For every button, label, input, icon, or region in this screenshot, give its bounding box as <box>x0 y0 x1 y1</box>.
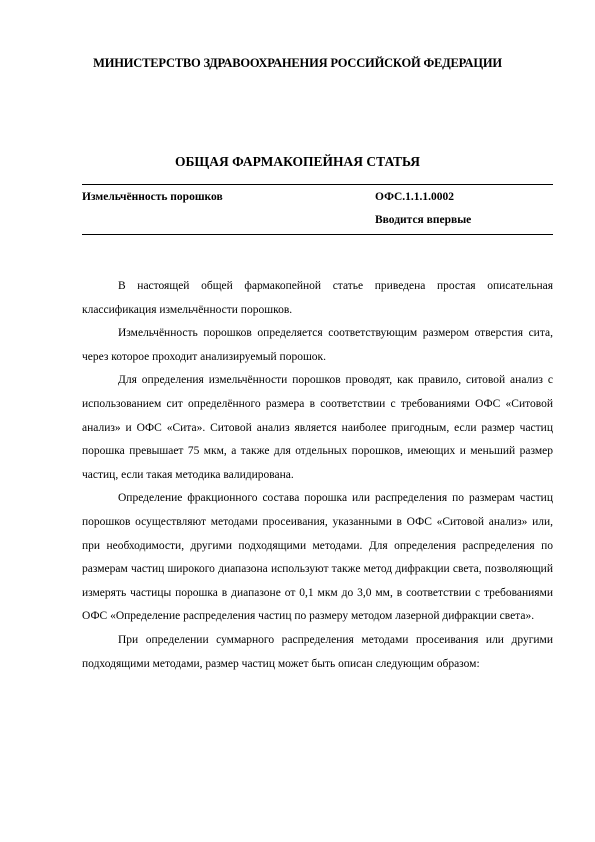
paragraph-5: При определении суммарного распределения методами просеивания или другими подходящими методами, размер частиц может быть описан следующим образом: <box>82 633 553 670</box>
paragraph-4: Определение фракционного состава порошка или распределения по размерам частиц порошков осуществляют методами просеивания, указанными в ОФС «Ситовой анализ» или, при необходимости, другими подходящими методами. Для определения распределения по размерам частиц широкого диапазона используют также метод дифракции света, позволяющий измерять частицы порошка в диапазоне от 0,1 мкм до 3,0 мм, в соответствии с требованиями ОФС «Определение распределения частиц по размеру методом лазерной дифракции света». <box>82 492 553 623</box>
article-subject: Измельчённость порошков <box>82 191 223 203</box>
article-body <box>82 275 553 676</box>
ministry-header: МИНИСТЕРСТВО ЗДРАВООХРАНЕНИЯ РОССИЙСКОЙ ФЕДЕРАЦИИ <box>93 56 502 70</box>
paragraph-3: Для определения измельчённости порошков проводят, как правило, ситовой анализ с использованием сит определённого размера в соответствии с требованиями ОФС «Ситовой анализ» и ОФС «Сита». Ситовой анализ является наиболее пригодным, если размер частиц порошка превышает 75 мкм, а также для отдельных порошков, имеющих и меньший размер частиц, если такая методика валидирована. <box>82 374 553 481</box>
paragraph-2: Измельчённость порошков определяется соответствующим размером отверстия сита, через которое проходит анализируемый порошок. <box>82 327 553 363</box>
article-code: ОФС.1.1.1.0002 <box>375 191 455 203</box>
article-status: Вводится впервые <box>375 214 472 226</box>
bottom-rule <box>82 234 553 235</box>
document-title: ОБЩАЯ ФАРМАКОПЕЙНАЯ СТАТЬЯ <box>174 154 421 169</box>
top-rule <box>82 184 553 185</box>
paragraph-1: В настоящей общей фармакопейной статье приведена простая описательная классификация измельчённости порошков. <box>82 280 553 316</box>
